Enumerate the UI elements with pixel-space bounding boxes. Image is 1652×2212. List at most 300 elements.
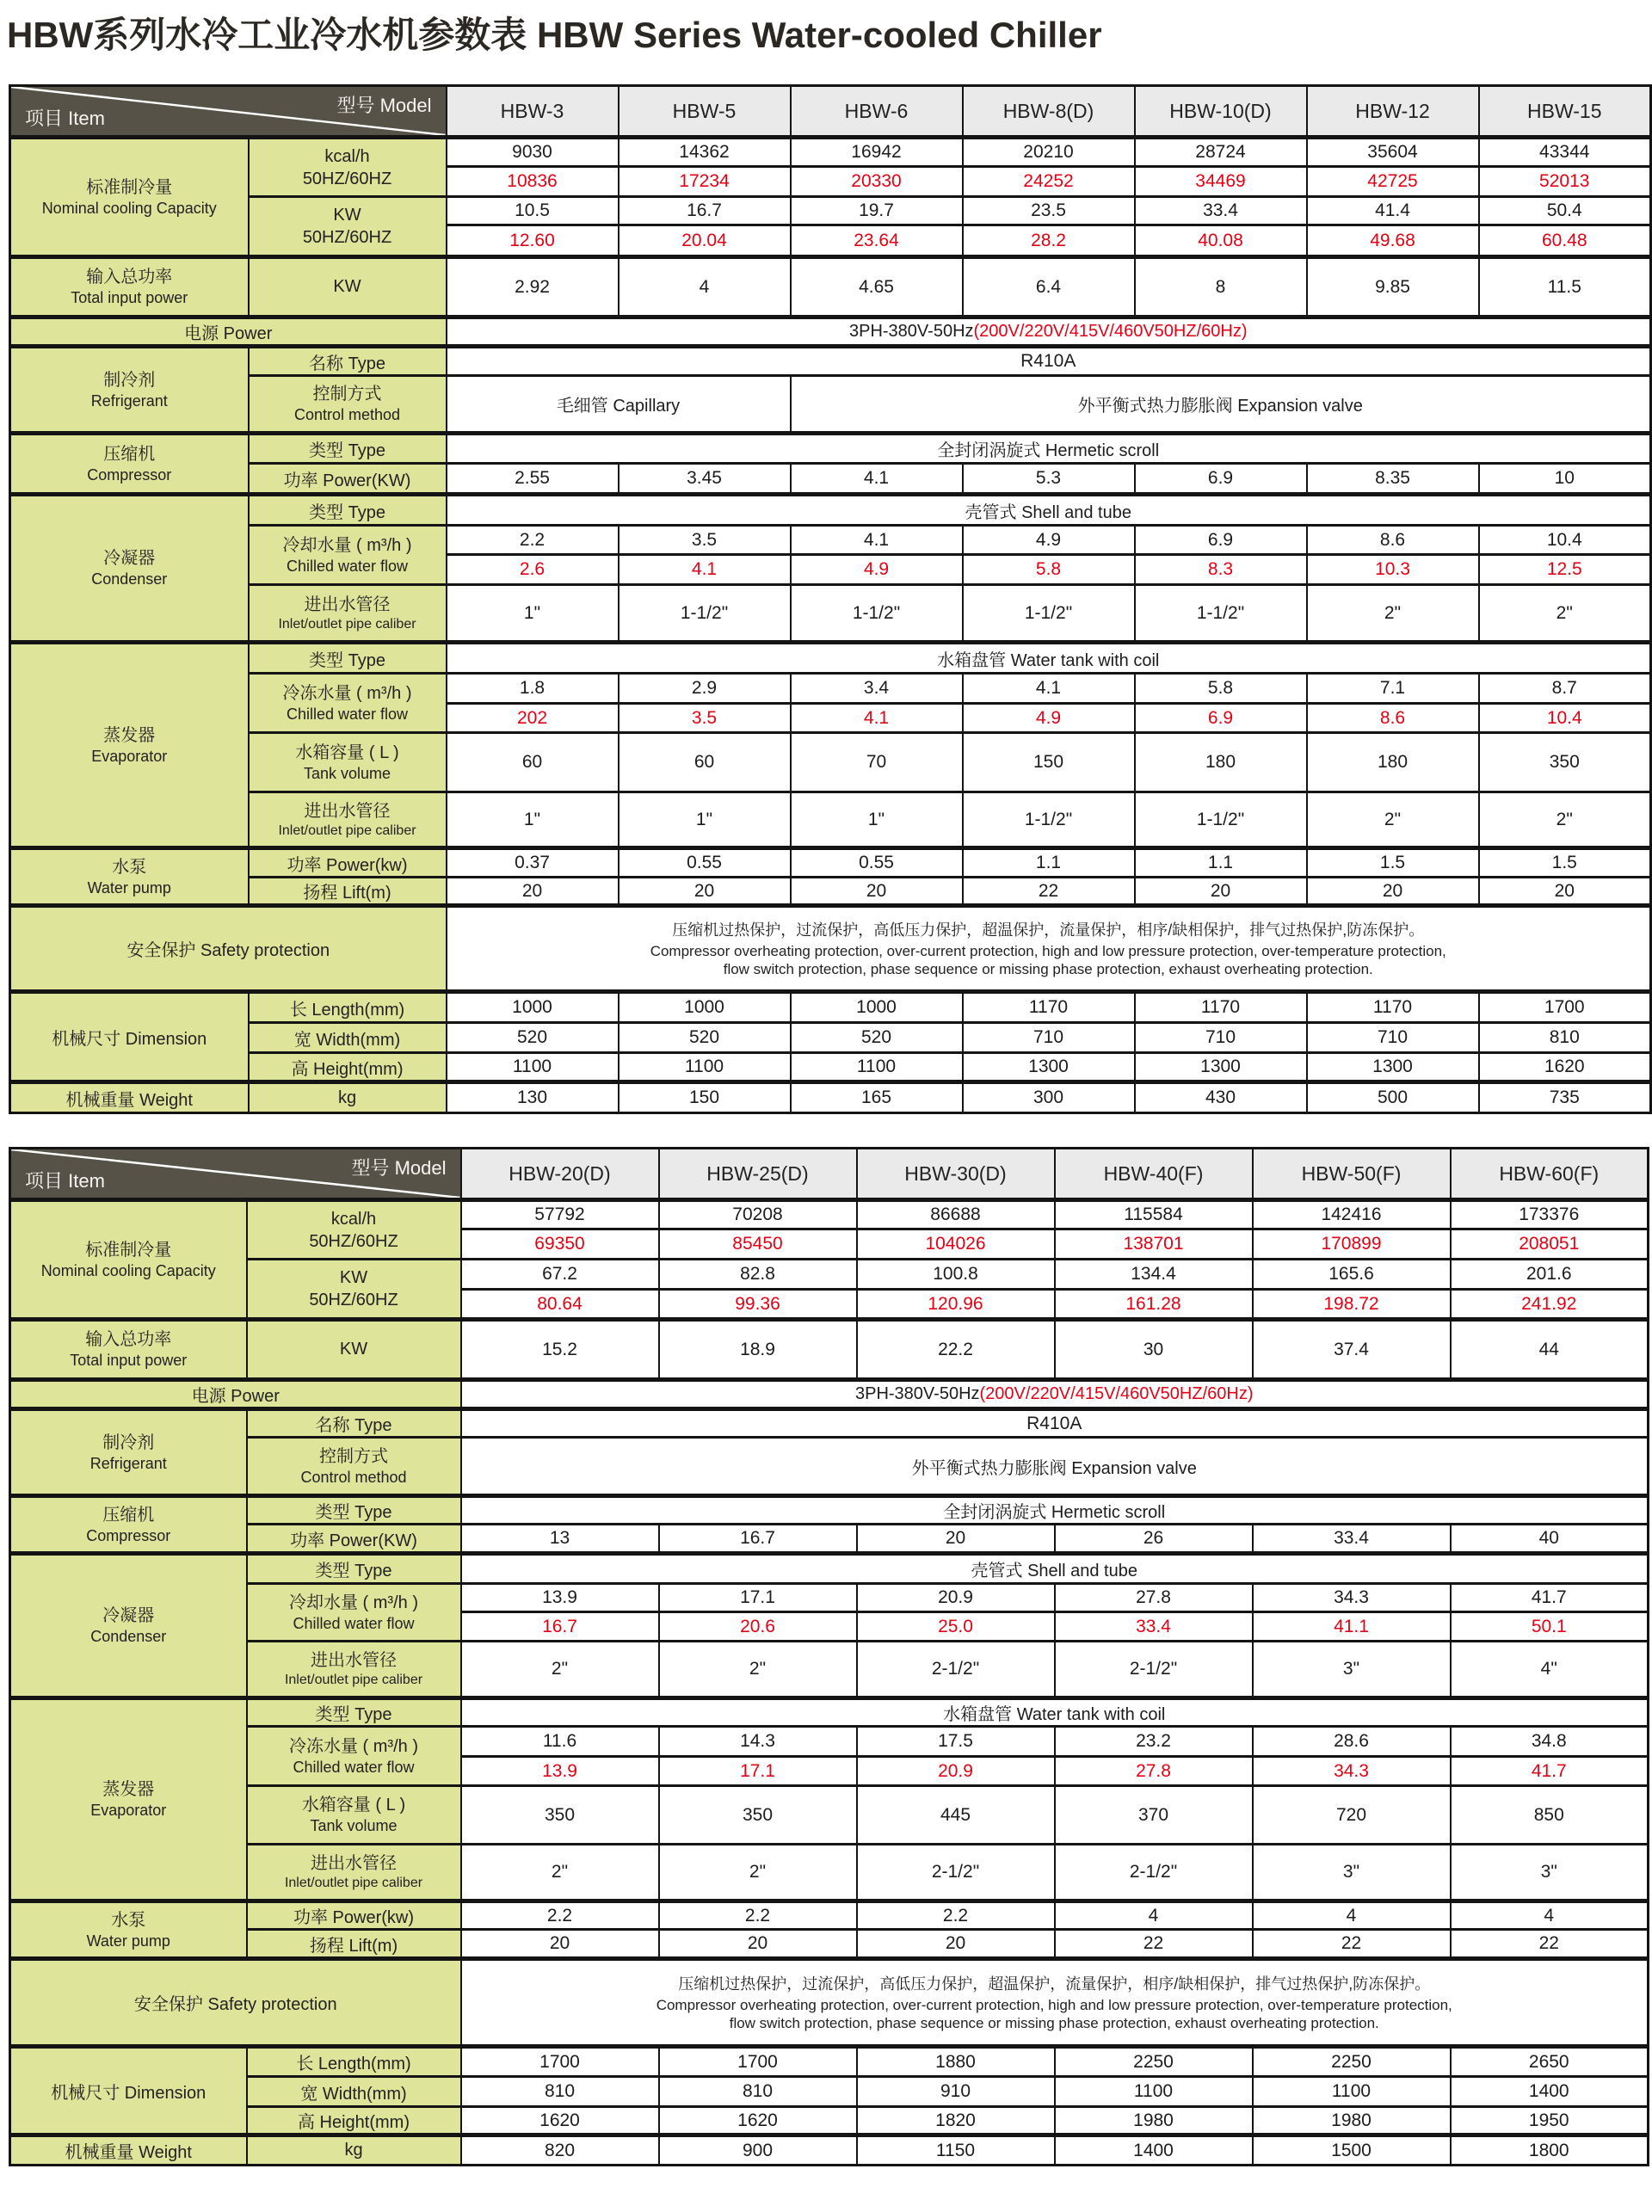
evaporator-pipe-cn: 进出水管径: [304, 801, 391, 821]
value-cell: 130: [447, 1082, 619, 1113]
value-cell: 4.1: [791, 464, 963, 495]
value-cell: 1.5: [1479, 848, 1651, 878]
capacity-label: [10, 1200, 247, 1320]
model-header: HBW-15: [1479, 86, 1651, 138]
condenser-pipe-cn: 进出水管径: [311, 1651, 397, 1671]
value-cell: 350: [659, 1786, 857, 1845]
refrigerant-name-value: R410A: [447, 347, 1651, 376]
value-cell: 1100: [1055, 2077, 1253, 2107]
value-cell: 1": [619, 792, 791, 848]
value-cell: 1170: [1135, 992, 1307, 1023]
value-cell: 8.7: [1479, 674, 1651, 704]
value-cell: 100.8: [857, 1260, 1055, 1290]
value-cell: 12.5: [1479, 555, 1651, 585]
value-cell: 7.1: [1307, 674, 1479, 704]
power-supply-red: (200V/220V/415V/460V50HZ/60Hz): [979, 1384, 1254, 1403]
condenser-flow-en: Chilled water flow: [293, 1614, 415, 1632]
value-cell: 900: [659, 2135, 857, 2166]
control-method-label: [249, 376, 447, 434]
value-cell: 17.5: [857, 1727, 1055, 1757]
value-cell: 34.8: [1451, 1727, 1649, 1757]
value-cell: 1100: [619, 1053, 791, 1082]
value-cell: 300: [963, 1082, 1135, 1113]
safety-text-en1: Compressor overheating protection, over-current protection, high and low pressure protection, over-temperature protection,: [650, 942, 1446, 959]
value-cell: 4.9: [791, 555, 963, 585]
tank-volume-en: Tank volume: [303, 764, 391, 782]
condenser-label: [10, 495, 249, 643]
dimension-label: 机械尺寸 Dimension: [10, 992, 249, 1082]
evaporator-pipe-en: Inlet/outlet pipe caliber: [278, 823, 416, 838]
value-cell: 41.1: [1253, 1612, 1451, 1642]
value-cell: 14.3: [659, 1727, 857, 1757]
value-cell: 8.35: [1307, 464, 1479, 495]
value-cell: 2.6: [447, 555, 619, 585]
compressor-label-en: Compressor: [87, 465, 172, 484]
value-cell: 3.45: [619, 464, 791, 495]
value-cell: 1.1: [963, 848, 1135, 878]
value-cell: 1-1/2": [963, 585, 1135, 643]
value-cell: 33.4: [1055, 1612, 1253, 1642]
power-supply-label: 电源 Power: [10, 1380, 461, 1409]
value-cell: 1700: [1479, 992, 1651, 1023]
condenser-pipe-label: [247, 1642, 461, 1698]
value-cell: 1300: [963, 1053, 1135, 1082]
control-expansion-value: 外平衡式热力膨胀阀 Expansion valve: [461, 1438, 1649, 1496]
value-cell: 138701: [1055, 1229, 1253, 1260]
value-cell: 11.5: [1479, 257, 1651, 317]
value-cell: 26: [1055, 1525, 1253, 1554]
value-cell: 20.9: [857, 1757, 1055, 1786]
compressor-type-value: 全封闭涡旋式 Hermetic scroll: [461, 1496, 1649, 1525]
value-cell: 4: [619, 257, 791, 317]
freq-label: 50HZ/60HZ: [302, 169, 392, 188]
model-header: HBW-20(D): [461, 1149, 659, 1200]
value-cell: 1-1/2": [1135, 792, 1307, 848]
value-cell: 720: [1253, 1786, 1451, 1845]
value-cell: 17.1: [659, 1584, 857, 1612]
evaporator-label-en: Evaporator: [91, 747, 168, 765]
value-cell: 2-1/2": [1055, 1845, 1253, 1901]
model-header: HBW-8(D): [963, 86, 1135, 138]
refrigerant-name-label: 名称 Type: [249, 347, 447, 376]
value-cell: 50.4: [1479, 197, 1651, 225]
height-label: 高 Height(mm): [247, 2107, 461, 2135]
value-cell: 350: [461, 1786, 659, 1845]
value-cell: 23.64: [791, 225, 963, 257]
corner-model-label: 型号 Model: [351, 1157, 447, 1179]
spec-table-2: [9, 1147, 1649, 2166]
pump-label: [10, 848, 249, 906]
input-power-label-cn: 输入总功率: [85, 1330, 172, 1350]
value-cell: 17234: [619, 167, 791, 197]
value-cell: 910: [857, 2077, 1055, 2107]
corner-item-label: 项目 Item: [25, 1170, 105, 1192]
value-cell: 241.92: [1451, 1290, 1649, 1320]
value-cell: 710: [963, 1023, 1135, 1053]
value-cell: 2.92: [447, 257, 619, 317]
value-cell: 25.0: [857, 1612, 1055, 1642]
model-header: HBW-10(D): [1135, 86, 1307, 138]
value-cell: 2.2: [659, 1901, 857, 1930]
value-cell: 20: [461, 1930, 659, 1959]
value-cell: 2-1/2": [857, 1642, 1055, 1698]
value-cell: 52013: [1479, 167, 1651, 197]
evaporator-type-value: 水箱盘管 Water tank with coil: [461, 1698, 1649, 1727]
value-cell: 20: [1307, 878, 1479, 906]
value-cell: 1-1/2": [1135, 585, 1307, 643]
corner-model-label: 型号 Model: [336, 95, 432, 116]
value-cell: 520: [619, 1023, 791, 1053]
refrigerant-label: [10, 1409, 247, 1496]
value-cell: 3": [1253, 1845, 1451, 1901]
value-cell: 1980: [1055, 2107, 1253, 2135]
value-cell: 14362: [619, 138, 791, 167]
safety-label: 安全保护 Safety protection: [10, 906, 447, 992]
value-cell: 150: [963, 733, 1135, 792]
value-cell: 1.1: [1135, 848, 1307, 878]
value-cell: 173376: [1451, 1200, 1649, 1229]
evaporator-flow-label: [249, 674, 447, 733]
condenser-type-label: 类型 Type: [247, 1554, 461, 1584]
value-cell: 1980: [1253, 2107, 1451, 2135]
value-cell: 20.9: [857, 1584, 1055, 1612]
value-cell: 18.9: [659, 1320, 857, 1380]
value-cell: 82.8: [659, 1260, 857, 1290]
pump-label-cn: 水泵: [112, 857, 147, 877]
power-supply-value: [447, 317, 1651, 347]
value-cell: 44: [1451, 1320, 1649, 1380]
value-cell: 208051: [1451, 1229, 1649, 1260]
value-cell: 1400: [1451, 2077, 1649, 2107]
freq-label: 50HZ/60HZ: [309, 1231, 398, 1251]
value-cell: 19.7: [791, 197, 963, 225]
value-cell: 22: [1055, 1930, 1253, 1959]
capacity-label-cn: 标准制冷量: [85, 1240, 172, 1260]
value-cell: 1000: [791, 992, 963, 1023]
input-power-label-en: Total input power: [70, 1352, 188, 1370]
weight-unit: kg: [247, 2135, 461, 2166]
control-method-cn: 控制方式: [319, 1446, 388, 1466]
model-header: HBW-30(D): [857, 1149, 1055, 1200]
control-method-en: Control method: [293, 406, 401, 424]
evaporator-flow-en: Chilled water flow: [286, 705, 409, 723]
value-cell: 16.7: [619, 197, 791, 225]
value-cell: 2.55: [447, 464, 619, 495]
value-cell: 3.4: [791, 674, 963, 704]
value-cell: 2": [659, 1845, 857, 1901]
evaporator-label-en: Evaporator: [90, 1802, 167, 1820]
value-cell: 16942: [791, 138, 963, 167]
capacity-label-cn: 标准制冷量: [86, 177, 173, 197]
value-cell: 99.36: [659, 1290, 857, 1320]
value-cell: 2250: [1253, 2047, 1451, 2077]
value-cell: 13.9: [461, 1757, 659, 1786]
value-cell: 2": [461, 1642, 659, 1698]
value-cell: 28.2: [963, 225, 1135, 257]
control-method-label: [247, 1438, 461, 1496]
value-cell: 1950: [1451, 2107, 1649, 2135]
value-cell: 4.9: [963, 704, 1135, 733]
tank-volume-en: Tank volume: [310, 1817, 398, 1835]
evaporator-type-label: 类型 Type: [247, 1698, 461, 1727]
value-cell: 16.7: [461, 1612, 659, 1642]
value-cell: 40: [1451, 1525, 1649, 1554]
model-header: HBW-40(F): [1055, 1149, 1253, 1200]
value-cell: 2.2: [857, 1901, 1055, 1930]
width-label: 宽 Width(mm): [249, 1023, 447, 1053]
condenser-type-value: 壳管式 Shell and tube: [461, 1554, 1649, 1584]
value-cell: 34.3: [1253, 1757, 1451, 1786]
length-label: 长 Length(mm): [247, 2047, 461, 2077]
condenser-pipe-en: Inlet/outlet pipe caliber: [278, 616, 416, 632]
refrigerant-label-cn: 制冷剂: [102, 1433, 155, 1452]
value-cell: 20.6: [659, 1612, 857, 1642]
kw-unit-label: KW: [333, 206, 361, 225]
value-cell: 810: [659, 2077, 857, 2107]
input-power-unit: KW: [249, 257, 447, 317]
value-cell: 710: [1135, 1023, 1307, 1053]
value-cell: 70: [791, 733, 963, 792]
compressor-label-en: Compressor: [86, 1526, 171, 1544]
value-cell: 10: [1479, 464, 1651, 495]
value-cell: 1150: [857, 2135, 1055, 2166]
model-header: HBW-6: [791, 86, 963, 138]
value-cell: 1700: [461, 2047, 659, 2077]
value-cell: 1170: [963, 992, 1135, 1023]
value-cell: 1000: [447, 992, 619, 1023]
value-cell: 37.4: [1253, 1320, 1451, 1380]
width-label: 宽 Width(mm): [247, 2077, 461, 2107]
value-cell: 170899: [1253, 1229, 1451, 1260]
evaporator-pipe-en: Inlet/outlet pipe caliber: [284, 1876, 423, 1891]
value-cell: 1700: [659, 2047, 857, 2077]
value-cell: 180: [1307, 733, 1479, 792]
value-cell: 4.1: [619, 555, 791, 585]
input-power-label: [10, 1320, 247, 1380]
value-cell: 20210: [963, 138, 1135, 167]
value-cell: 4.9: [963, 526, 1135, 555]
value-cell: 4: [1055, 1901, 1253, 1930]
condenser-flow-label: [249, 526, 447, 585]
value-cell: 4": [1451, 1642, 1649, 1698]
safety-text-en2: flow switch protection, phase sequence or missing phase protection, exhaust overheating protection.: [729, 2015, 1379, 2031]
evaporator-label: [10, 1698, 247, 1901]
value-cell: 20330: [791, 167, 963, 197]
compressor-type-label: 类型 Type: [247, 1496, 461, 1525]
compressor-label: [10, 434, 249, 495]
value-cell: 134.4: [1055, 1260, 1253, 1290]
value-cell: 16.7: [659, 1525, 857, 1554]
input-power-label-en: Total input power: [71, 289, 188, 307]
compressor-power-label: 功率 Power(KW): [249, 464, 447, 495]
value-cell: 1620: [659, 2107, 857, 2135]
value-cell: 70208: [659, 1200, 857, 1229]
compressor-label: [10, 1496, 247, 1554]
value-cell: 850: [1451, 1786, 1649, 1845]
condenser-pipe-label: [249, 585, 447, 643]
value-cell: 22.2: [857, 1320, 1055, 1380]
safety-text: [461, 1959, 1649, 2047]
tank-volume-label: [249, 733, 447, 792]
model-header: HBW-12: [1307, 86, 1479, 138]
value-cell: 165.6: [1253, 1260, 1451, 1290]
value-cell: 60: [619, 733, 791, 792]
condenser-type-label: 类型 Type: [249, 495, 447, 526]
value-cell: 49.68: [1307, 225, 1479, 257]
condenser-pipe-en: Inlet/outlet pipe caliber: [284, 1673, 423, 1688]
model-header: HBW-50(F): [1253, 1149, 1451, 1200]
freq-label: 50HZ/60HZ: [302, 228, 392, 247]
value-cell: 42725: [1307, 167, 1479, 197]
value-cell: 28.6: [1253, 1727, 1451, 1757]
value-cell: 3.5: [619, 526, 791, 555]
power-supply-label: 电源 Power: [10, 317, 447, 347]
page-title: HBW系列水冷工业冷水机参数表 HBW Series Water-cooled Chiller: [7, 15, 1102, 55]
refrigerant-name-value: R410A: [461, 1409, 1649, 1438]
input-power-label: [10, 257, 249, 317]
value-cell: 6.9: [1135, 704, 1307, 733]
value-cell: 2-1/2": [857, 1845, 1055, 1901]
value-cell: 1800: [1451, 2135, 1649, 2166]
value-cell: 41.7: [1451, 1584, 1649, 1612]
value-cell: 50.1: [1451, 1612, 1649, 1642]
value-cell: 2": [1479, 585, 1651, 643]
value-cell: 1500: [1253, 2135, 1451, 2166]
capacity-label-en: Nominal cooling Capacity: [40, 1261, 216, 1279]
corner-header: [10, 1149, 461, 1200]
value-cell: 1": [447, 792, 619, 848]
value-cell: 41.4: [1307, 197, 1479, 225]
condenser-type-value: 壳管式 Shell and tube: [447, 495, 1651, 526]
value-cell: 120.96: [857, 1290, 1055, 1320]
value-cell: 67.2: [461, 1260, 659, 1290]
safety-text-cn: 压缩机过热保护，过流保护，高低压力保护，超温保护，流量保护，相序/缺相保护，排气过热保护,防冻保护。: [678, 1975, 1431, 1993]
value-cell: 10.4: [1479, 704, 1651, 733]
value-cell: 20: [447, 878, 619, 906]
value-cell: 69350: [461, 1229, 659, 1260]
power-supply-red: (200V/220V/415V/460V50HZ/60Hz): [973, 322, 1248, 341]
value-cell: 20.04: [619, 225, 791, 257]
condenser-flow-en: Chilled water flow: [286, 557, 409, 575]
safety-text-en1: Compressor overheating protection, over-current protection, high and low pressure protection, over-temperature protection,: [656, 1996, 1452, 2013]
evaporator-label: [10, 643, 249, 848]
value-cell: 10.4: [1479, 526, 1651, 555]
safety-label: 安全保护 Safety protection: [10, 1959, 461, 2047]
pump-label-en: Water pump: [87, 878, 171, 897]
evaporator-type-value: 水箱盘管 Water tank with coil: [447, 643, 1651, 674]
value-cell: 2": [659, 1642, 857, 1698]
value-cell: 24252: [963, 167, 1135, 197]
value-cell: 180: [1135, 733, 1307, 792]
tank-volume-cn: 水箱容量 ( L ): [295, 742, 399, 762]
capacity-kcal-unit: [247, 1200, 461, 1260]
value-cell: 4.1: [791, 704, 963, 733]
value-cell: 2": [1307, 792, 1479, 848]
condenser-flow-cn: 冷却水量 ( m³/h ): [282, 535, 412, 555]
value-cell: 20: [857, 1930, 1055, 1959]
value-cell: 23.5: [963, 197, 1135, 225]
value-cell: 2": [1479, 792, 1651, 848]
value-cell: 1": [447, 585, 619, 643]
value-cell: 10.3: [1307, 555, 1479, 585]
value-cell: 165: [791, 1082, 963, 1113]
condenser-label-cn: 冷凝器: [102, 1606, 155, 1626]
evaporator-pipe-cn: 进出水管径: [311, 1854, 397, 1874]
control-method-en: Control method: [300, 1468, 407, 1486]
control-capillary-value: 毛细管 Capillary: [447, 376, 791, 434]
capacity-kw-unit: [249, 197, 447, 257]
value-cell: 2.2: [461, 1901, 659, 1930]
input-power-unit: KW: [247, 1320, 461, 1380]
value-cell: 0.55: [619, 848, 791, 878]
pump-lift-label: 扬程 Lift(m): [247, 1930, 461, 1959]
pump-power-label: 功率 Power(kw): [249, 848, 447, 878]
value-cell: 4.1: [963, 674, 1135, 704]
value-cell: 161.28: [1055, 1290, 1253, 1320]
value-cell: 1620: [461, 2107, 659, 2135]
value-cell: 35604: [1307, 138, 1479, 167]
value-cell: 9.85: [1307, 257, 1479, 317]
value-cell: 1300: [1135, 1053, 1307, 1082]
value-cell: 20: [1479, 878, 1651, 906]
value-cell: 1-1/2": [963, 792, 1135, 848]
value-cell: 60.48: [1479, 225, 1651, 257]
value-cell: 13.9: [461, 1584, 659, 1612]
value-cell: 6.9: [1135, 526, 1307, 555]
value-cell: 115584: [1055, 1200, 1253, 1229]
value-cell: 15.2: [461, 1320, 659, 1380]
value-cell: 2": [461, 1845, 659, 1901]
kcal-unit-label: kcal/h: [330, 1209, 377, 1229]
value-cell: 22: [1451, 1930, 1649, 1959]
value-cell: 2650: [1451, 2047, 1649, 2077]
value-cell: 1620: [1479, 1053, 1651, 1082]
value-cell: 8: [1135, 257, 1307, 317]
value-cell: 520: [447, 1023, 619, 1053]
value-cell: 1300: [1307, 1053, 1479, 1082]
height-label: 高 Height(mm): [249, 1053, 447, 1082]
value-cell: 4.65: [791, 257, 963, 317]
tank-volume-cn: 水箱容量 ( L ): [301, 1796, 406, 1815]
value-cell: 6.9: [1135, 464, 1307, 495]
refrigerant-name-label: 名称 Type: [247, 1409, 461, 1438]
value-cell: 2": [1307, 585, 1479, 643]
evaporator-pipe-label: [247, 1845, 461, 1901]
value-cell: 20: [619, 878, 791, 906]
refrigerant-label-en: Refrigerant: [89, 1454, 167, 1472]
refrigerant-label-cn: 制冷剂: [103, 370, 156, 390]
corner-item-label: 项目 Item: [25, 108, 105, 129]
pump-lift-label: 扬程 Lift(m): [249, 878, 447, 906]
value-cell: 104026: [857, 1229, 1055, 1260]
value-cell: 1880: [857, 2047, 1055, 2077]
value-cell: 810: [1479, 1023, 1651, 1053]
value-cell: 370: [1055, 1786, 1253, 1845]
value-cell: 500: [1307, 1082, 1479, 1113]
value-cell: 23.2: [1055, 1727, 1253, 1757]
power-supply-black: 3PH-380V-50Hz: [848, 322, 974, 341]
value-cell: 60: [447, 733, 619, 792]
value-cell: 0.37: [447, 848, 619, 878]
value-cell: 28724: [1135, 138, 1307, 167]
safety-text-en2: flow switch protection, phase sequence or missing phase protection, exhaust overheating protection.: [723, 961, 1373, 977]
value-cell: 1-1/2": [791, 585, 963, 643]
dimension-label: 机械尺寸 Dimension: [10, 2047, 247, 2135]
tank-volume-label: [247, 1786, 461, 1845]
value-cell: 3.5: [619, 704, 791, 733]
value-cell: 150: [619, 1082, 791, 1113]
safety-text: [447, 906, 1651, 992]
